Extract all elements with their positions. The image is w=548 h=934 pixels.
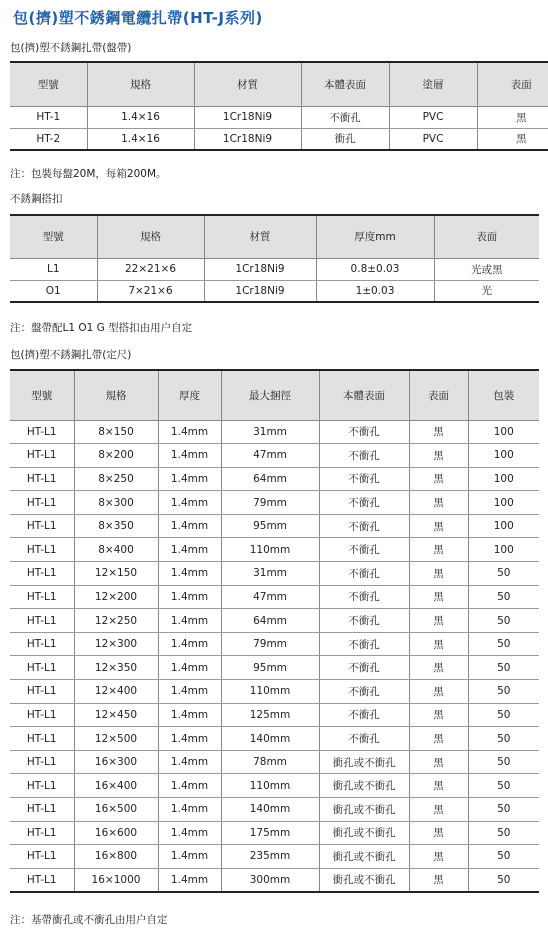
table-cell: 16×600 xyxy=(74,821,158,845)
table-cell: 黑 xyxy=(409,467,468,491)
table-cell: HT-L1 xyxy=(10,845,74,869)
table-row xyxy=(10,420,539,444)
table-cell: 50 xyxy=(468,585,539,609)
table-row xyxy=(10,491,539,515)
table-cell: 1.4mm xyxy=(158,868,221,892)
section3-note: 注：基帶衝孔或不衝孔由用户自定 xyxy=(10,914,168,926)
page-title: 包(擠)塑不銹鋼電纜扎帶(HT-J系列) xyxy=(13,9,263,27)
column-header: 規格 xyxy=(87,62,194,106)
table-cell: 31mm xyxy=(221,420,319,444)
column-header: 規格 xyxy=(74,370,158,420)
table-cell: 1Cr18Ni9 xyxy=(204,280,316,302)
table-cell: 140mm xyxy=(221,727,319,751)
table-cell: 47mm xyxy=(221,444,319,468)
table-cell: 50 xyxy=(468,703,539,727)
table-cell: 175mm xyxy=(221,821,319,845)
table-cell: 1.4mm xyxy=(158,750,221,774)
table-cell: 黑 xyxy=(409,491,468,515)
table-cell: 1.4mm xyxy=(158,727,221,751)
table-cell: 1.4×16 xyxy=(87,106,194,128)
table-cell: 黑 xyxy=(477,128,548,150)
column-header: 厚度mm xyxy=(316,215,434,258)
table-cell: PVC xyxy=(389,128,477,150)
table-cell: 125mm xyxy=(221,703,319,727)
table-cell: 1.4mm xyxy=(158,632,221,656)
column-header: 塗層 xyxy=(389,62,477,106)
table-cell: 黑 xyxy=(409,420,468,444)
table-cell: 110mm xyxy=(221,538,319,562)
section1-heading: 包(擠)塑不銹鋼扎帶(盤帶) xyxy=(10,42,132,54)
table-cell: 8×250 xyxy=(74,467,158,491)
table-cell: 50 xyxy=(468,774,539,798)
table-cell: 16×400 xyxy=(74,774,158,798)
table-row xyxy=(10,467,539,491)
table-cell: HT-L1 xyxy=(10,703,74,727)
table-cell: 100 xyxy=(468,467,539,491)
table-cell: 黑 xyxy=(409,444,468,468)
table-row xyxy=(10,774,539,798)
table-cell: 黑 xyxy=(409,750,468,774)
table-row xyxy=(10,680,539,704)
column-header: 規格 xyxy=(97,215,204,258)
table-cell: 12×350 xyxy=(74,656,158,680)
table-cell: 黑 xyxy=(409,680,468,704)
table-cell: HT-L1 xyxy=(10,585,74,609)
table-cell: 黑 xyxy=(409,538,468,562)
table-row xyxy=(10,609,539,633)
table-cell: 光 xyxy=(434,280,539,302)
table-cell: 16×1000 xyxy=(74,868,158,892)
table-cell: 1Cr18Ni9 xyxy=(194,106,301,128)
section2-heading: 不銹鋼搭扣 xyxy=(10,193,63,205)
column-header: 表面 xyxy=(409,370,468,420)
table-cell: HT-L1 xyxy=(10,562,74,586)
table-cell: HT-L1 xyxy=(10,821,74,845)
table-cell: HT-2 xyxy=(10,128,87,150)
column-header: 包裝 xyxy=(468,370,539,420)
table-cell: 8×400 xyxy=(74,538,158,562)
table-cell: 不衝孔 xyxy=(319,444,409,468)
table-cell: HT-L1 xyxy=(10,750,74,774)
fixed-length-tie-table xyxy=(10,369,539,893)
table-cell: 50 xyxy=(468,845,539,869)
buckle-table xyxy=(10,214,539,303)
table-cell: 不衝孔 xyxy=(319,467,409,491)
table-cell: 黑 xyxy=(409,656,468,680)
table-cell: 衝孔或不衝孔 xyxy=(319,774,409,798)
table-row xyxy=(10,868,539,892)
table-cell: 不衝孔 xyxy=(319,562,409,586)
table-row xyxy=(10,656,539,680)
table-cell: 不衝孔 xyxy=(319,680,409,704)
column-header: 型號 xyxy=(10,62,87,106)
table-cell: 110mm xyxy=(221,680,319,704)
table-cell: 1±0.03 xyxy=(316,280,434,302)
table-cell: HT-L1 xyxy=(10,774,74,798)
table-cell: 50 xyxy=(468,727,539,751)
table-cell: 1.4mm xyxy=(158,562,221,586)
table-cell: HT-L1 xyxy=(10,656,74,680)
section2-note: 注：盤帶配L1 O1 G 型搭扣由用户自定 xyxy=(10,322,193,334)
table-cell: 不衝孔 xyxy=(319,632,409,656)
table-cell: 50 xyxy=(468,632,539,656)
table-cell: 8×300 xyxy=(74,491,158,515)
table-cell: 衝孔或不衝孔 xyxy=(319,868,409,892)
table-cell: HT-L1 xyxy=(10,420,74,444)
table-cell: 16×300 xyxy=(74,750,158,774)
table-cell: 黑 xyxy=(409,798,468,822)
table-cell: 8×350 xyxy=(74,514,158,538)
table-cell: 不衝孔 xyxy=(319,585,409,609)
table-cell: 16×500 xyxy=(74,798,158,822)
table-cell: 100 xyxy=(468,538,539,562)
table-cell: 100 xyxy=(468,514,539,538)
table-cell: 79mm xyxy=(221,632,319,656)
table-cell: 12×250 xyxy=(74,609,158,633)
table-cell: 黑 xyxy=(409,845,468,869)
table-cell: 110mm xyxy=(221,774,319,798)
table-cell: 光或黑 xyxy=(434,258,539,280)
table-cell: 8×150 xyxy=(74,420,158,444)
table-cell: 1.4mm xyxy=(158,514,221,538)
table-cell: 8×200 xyxy=(74,444,158,468)
table-cell: 黑 xyxy=(409,774,468,798)
table-cell: 100 xyxy=(468,491,539,515)
table-cell: 12×400 xyxy=(74,680,158,704)
table-cell: HT-L1 xyxy=(10,491,74,515)
table-cell: 50 xyxy=(468,821,539,845)
table-cell: 黑 xyxy=(409,703,468,727)
table-cell: 64mm xyxy=(221,467,319,491)
table-cell: 1Cr18Ni9 xyxy=(194,128,301,150)
table-cell: 黑 xyxy=(409,727,468,751)
table-row xyxy=(10,538,539,562)
table-row xyxy=(10,280,539,302)
table-cell: 78mm xyxy=(221,750,319,774)
column-header: 厚度 xyxy=(158,370,221,420)
column-header: 本體表面 xyxy=(301,62,389,106)
table-row xyxy=(10,727,539,751)
column-header: 表面 xyxy=(434,215,539,258)
table-cell: 衝孔或不衝孔 xyxy=(319,821,409,845)
table-cell: 79mm xyxy=(221,491,319,515)
table-cell: 1.4mm xyxy=(158,444,221,468)
table-cell: 16×800 xyxy=(74,845,158,869)
table-cell: HT-L1 xyxy=(10,444,74,468)
column-header: 表面 xyxy=(477,62,548,106)
table-cell: 95mm xyxy=(221,514,319,538)
table-cell: 50 xyxy=(468,868,539,892)
table-cell: 7×21×6 xyxy=(97,280,204,302)
table-cell: 1.4×16 xyxy=(87,128,194,150)
table-cell: 不衝孔 xyxy=(319,656,409,680)
table-cell: HT-L1 xyxy=(10,538,74,562)
table-cell: L1 xyxy=(10,258,97,280)
table-cell: 50 xyxy=(468,562,539,586)
table-cell: 235mm xyxy=(221,845,319,869)
table-row xyxy=(10,703,539,727)
section1-note: 注：包裝每盤20M，每箱200M。 xyxy=(10,168,167,180)
table-row xyxy=(10,562,539,586)
table-cell: 31mm xyxy=(221,562,319,586)
table-cell: 1.4mm xyxy=(158,491,221,515)
table-cell: HT-L1 xyxy=(10,680,74,704)
column-header: 本體表面 xyxy=(319,370,409,420)
table-cell: 50 xyxy=(468,680,539,704)
table-cell: 不衝孔 xyxy=(319,420,409,444)
table-cell: 不衝孔 xyxy=(319,491,409,515)
table-cell: 不衝孔 xyxy=(319,609,409,633)
table-cell: 黑 xyxy=(409,868,468,892)
spool-tie-table xyxy=(10,61,548,151)
table-cell: PVC xyxy=(389,106,477,128)
table-cell: 50 xyxy=(468,798,539,822)
table-cell: 64mm xyxy=(221,609,319,633)
table-cell: 50 xyxy=(468,656,539,680)
table-cell: 黑 xyxy=(409,609,468,633)
section3-heading: 包(擠)塑不銹鋼扎帶(定尺) xyxy=(10,349,132,361)
table-cell: 12×300 xyxy=(74,632,158,656)
table-cell: HT-L1 xyxy=(10,727,74,751)
table-cell: 衝孔或不衝孔 xyxy=(319,750,409,774)
table-cell: 1.4mm xyxy=(158,467,221,491)
table-cell: 300mm xyxy=(221,868,319,892)
column-header: 最大捆徑 xyxy=(221,370,319,420)
table-cell: 黑 xyxy=(409,632,468,656)
column-header: 型號 xyxy=(10,370,74,420)
table-cell: 1.4mm xyxy=(158,680,221,704)
table-row xyxy=(10,444,539,468)
table-cell: HT-1 xyxy=(10,106,87,128)
table-cell: HT-L1 xyxy=(10,467,74,491)
table-cell: HT-L1 xyxy=(10,609,74,633)
table-cell: HT-L1 xyxy=(10,868,74,892)
table-cell: 12×450 xyxy=(74,703,158,727)
table-cell: 12×500 xyxy=(74,727,158,751)
table-cell: 22×21×6 xyxy=(97,258,204,280)
table-cell: 1.4mm xyxy=(158,703,221,727)
table-cell: HT-L1 xyxy=(10,514,74,538)
table-cell: 95mm xyxy=(221,656,319,680)
table-cell: 1Cr18Ni9 xyxy=(204,258,316,280)
table-cell: 黑 xyxy=(409,514,468,538)
table-row xyxy=(10,514,539,538)
table-row xyxy=(10,106,548,128)
table-row xyxy=(10,128,548,150)
table-cell: 黑 xyxy=(409,585,468,609)
table-cell: 12×150 xyxy=(74,562,158,586)
table-cell: O1 xyxy=(10,280,97,302)
table-cell: 1.4mm xyxy=(158,774,221,798)
table-cell: 不衝孔 xyxy=(319,703,409,727)
table-row xyxy=(10,750,539,774)
table-cell: 衝孔 xyxy=(301,128,389,150)
table-cell: 1.4mm xyxy=(158,420,221,444)
table-cell: 黑 xyxy=(409,821,468,845)
table-cell: 不衝孔 xyxy=(319,727,409,751)
column-header: 材質 xyxy=(194,62,301,106)
table-cell: 50 xyxy=(468,750,539,774)
table-cell: 1.4mm xyxy=(158,585,221,609)
table-cell: 100 xyxy=(468,420,539,444)
table-cell: 12×200 xyxy=(74,585,158,609)
table-cell: 140mm xyxy=(221,798,319,822)
table-cell: 100 xyxy=(468,444,539,468)
table-row xyxy=(10,821,539,845)
column-header: 材質 xyxy=(204,215,316,258)
table-row xyxy=(10,258,539,280)
table-cell: 1.4mm xyxy=(158,656,221,680)
table-cell: HT-L1 xyxy=(10,798,74,822)
table-cell: 1.4mm xyxy=(158,538,221,562)
table-cell: 50 xyxy=(468,609,539,633)
column-header: 型號 xyxy=(10,215,97,258)
table-cell: 衝孔或不衝孔 xyxy=(319,798,409,822)
table-row xyxy=(10,632,539,656)
table-cell: 黑 xyxy=(409,562,468,586)
table-cell: 47mm xyxy=(221,585,319,609)
table-cell: 衝孔或不衝孔 xyxy=(319,845,409,869)
table-cell: 不衝孔 xyxy=(301,106,389,128)
table-cell: 不衝孔 xyxy=(319,538,409,562)
table-row xyxy=(10,585,539,609)
table-cell: 不衝孔 xyxy=(319,514,409,538)
table-row xyxy=(10,845,539,869)
table-cell: 1.4mm xyxy=(158,609,221,633)
table-cell: 1.4mm xyxy=(158,798,221,822)
table-cell: 1.4mm xyxy=(158,821,221,845)
table-cell: 黑 xyxy=(477,106,548,128)
table-cell: HT-L1 xyxy=(10,632,74,656)
table-cell: 0.8±0.03 xyxy=(316,258,434,280)
table-cell: 1.4mm xyxy=(158,845,221,869)
table-row xyxy=(10,798,539,822)
